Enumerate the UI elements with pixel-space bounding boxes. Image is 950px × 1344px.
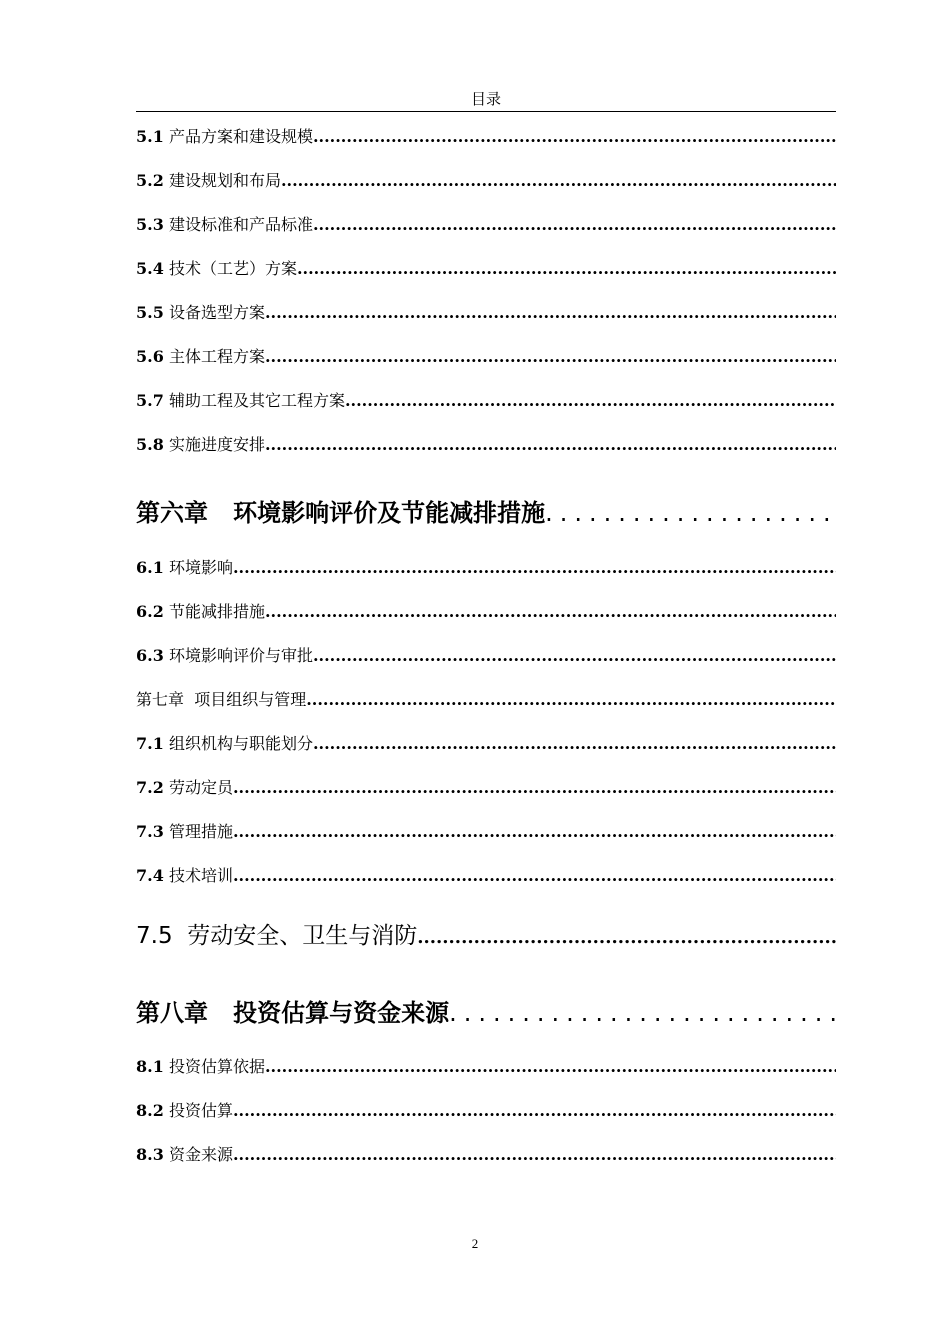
- toc-title: 实施进度安排: [168, 435, 265, 454]
- dot-leader: [313, 645, 836, 667]
- page-number: 2: [471, 1236, 479, 1251]
- toc-title: 产品方案和建设规模: [168, 127, 313, 146]
- toc-number: 7.1: [136, 734, 164, 753]
- chapter-title: 投资估算与资金来源: [233, 999, 450, 1027]
- toc-entry-6-1[interactable]: [136, 557, 836, 579]
- dot-leader: [265, 302, 836, 324]
- dot-leader: [265, 346, 836, 368]
- toc-entry-7-1[interactable]: [136, 733, 836, 755]
- toc-title: 技术（工艺）方案: [168, 259, 297, 278]
- chapter-number: 第六章: [136, 499, 208, 527]
- toc-title: 建设规划和布局: [168, 171, 281, 190]
- toc-entry-6-3[interactable]: [136, 645, 836, 667]
- toc-title: 资金来源: [168, 1145, 233, 1164]
- toc-title: 辅助工程及其它工程方案: [168, 391, 345, 410]
- toc-chapter-6[interactable]: [136, 497, 836, 529]
- toc-number: 8.3: [136, 1145, 164, 1164]
- dot-leader: [297, 258, 836, 280]
- toc-number: 6.3: [136, 646, 164, 665]
- chapter-title: 环境影响评价及节能减排措施: [233, 499, 546, 527]
- toc-number: 5.4: [136, 259, 164, 278]
- toc-chapter-8[interactable]: [136, 997, 836, 1029]
- toc-number: 7.4: [136, 866, 164, 885]
- toc-entry-5-4[interactable]: [136, 258, 836, 280]
- toc-entry-5-1[interactable]: [136, 126, 836, 148]
- dot-leader: [233, 821, 836, 843]
- toc-title: 劳动安全、卫生与消防: [187, 923, 418, 949]
- toc-entry-7-3[interactable]: [136, 821, 836, 843]
- toc-number: 5.6: [136, 347, 164, 366]
- dot-leader: [265, 1056, 836, 1078]
- chapter-number: 第八章: [136, 999, 208, 1027]
- toc-chapter-7[interactable]: [136, 689, 836, 711]
- toc-number: 7.2: [136, 778, 164, 797]
- toc-number: 8.2: [136, 1101, 164, 1120]
- toc-entry-8-1[interactable]: [136, 1056, 836, 1078]
- toc-entry-5-3[interactable]: [136, 214, 836, 236]
- toc-entry-5-5[interactable]: [136, 302, 836, 324]
- toc-title: 技术培训: [168, 866, 233, 885]
- toc-title: 建设标准和产品标准: [168, 215, 313, 234]
- toc-entry-6-2[interactable]: [136, 601, 836, 623]
- dot-leader: [233, 865, 836, 887]
- toc-number: 6.1: [136, 558, 164, 577]
- dot-leader: [313, 214, 836, 236]
- chapter-number: 第七章: [136, 690, 185, 709]
- dot-leader: [417, 923, 836, 953]
- toc-title: 环境影响评价与审批: [168, 646, 313, 665]
- dot-leader: [545, 497, 836, 529]
- toc-number: 5.3: [136, 215, 164, 234]
- header-title: 目录: [470, 90, 501, 108]
- toc-title: 环境影响: [168, 558, 233, 577]
- toc-title: 投资估算: [168, 1101, 233, 1120]
- page-header: [136, 88, 836, 112]
- toc-entry-8-2[interactable]: [136, 1100, 836, 1122]
- toc-title: 投资估算依据: [168, 1057, 265, 1076]
- dot-leader: [281, 170, 836, 192]
- dot-leader: [313, 126, 836, 148]
- toc-number: 5.5: [136, 303, 164, 322]
- dot-leader: [345, 390, 836, 412]
- toc-number: 7.5: [136, 923, 173, 949]
- dot-leader: [233, 1144, 836, 1166]
- toc-number: 6.2: [136, 602, 164, 621]
- toc-number: 8.1: [136, 1057, 164, 1076]
- dot-leader: [265, 434, 836, 456]
- toc-title: 劳动定员: [168, 778, 233, 797]
- toc-title: 组织机构与职能划分: [168, 734, 313, 753]
- toc-title: 管理措施: [168, 822, 233, 841]
- toc-number: 5.1: [136, 127, 164, 146]
- toc-entry-5-6[interactable]: [136, 346, 836, 368]
- toc-number: 5.7: [136, 391, 164, 410]
- toc-title: 主体工程方案: [168, 347, 265, 366]
- toc-number: 5.8: [136, 435, 164, 454]
- toc-title: 节能减排措施: [168, 602, 265, 621]
- dot-leader: [233, 777, 836, 799]
- toc-entry-5-7[interactable]: [136, 390, 836, 412]
- dot-leader: [233, 1100, 836, 1122]
- dot-leader: [449, 997, 836, 1029]
- toc-entry-7-2[interactable]: [136, 777, 836, 799]
- dot-leader: [306, 689, 836, 711]
- toc-number: 7.3: [136, 822, 164, 841]
- toc-entry-5-2[interactable]: [136, 170, 836, 192]
- toc-number: 5.2: [136, 171, 164, 190]
- toc-entry-5-8[interactable]: [136, 434, 836, 456]
- dot-leader: [313, 733, 836, 755]
- toc-entry-7-4[interactable]: [136, 865, 836, 887]
- toc-entry-8-3[interactable]: [136, 1144, 836, 1166]
- chapter-title: 项目组织与管理: [194, 690, 307, 709]
- toc-title: 设备选型方案: [168, 303, 265, 322]
- dot-leader: [265, 601, 836, 623]
- toc-entry-7-5[interactable]: [136, 921, 836, 953]
- dot-leader: [233, 557, 836, 579]
